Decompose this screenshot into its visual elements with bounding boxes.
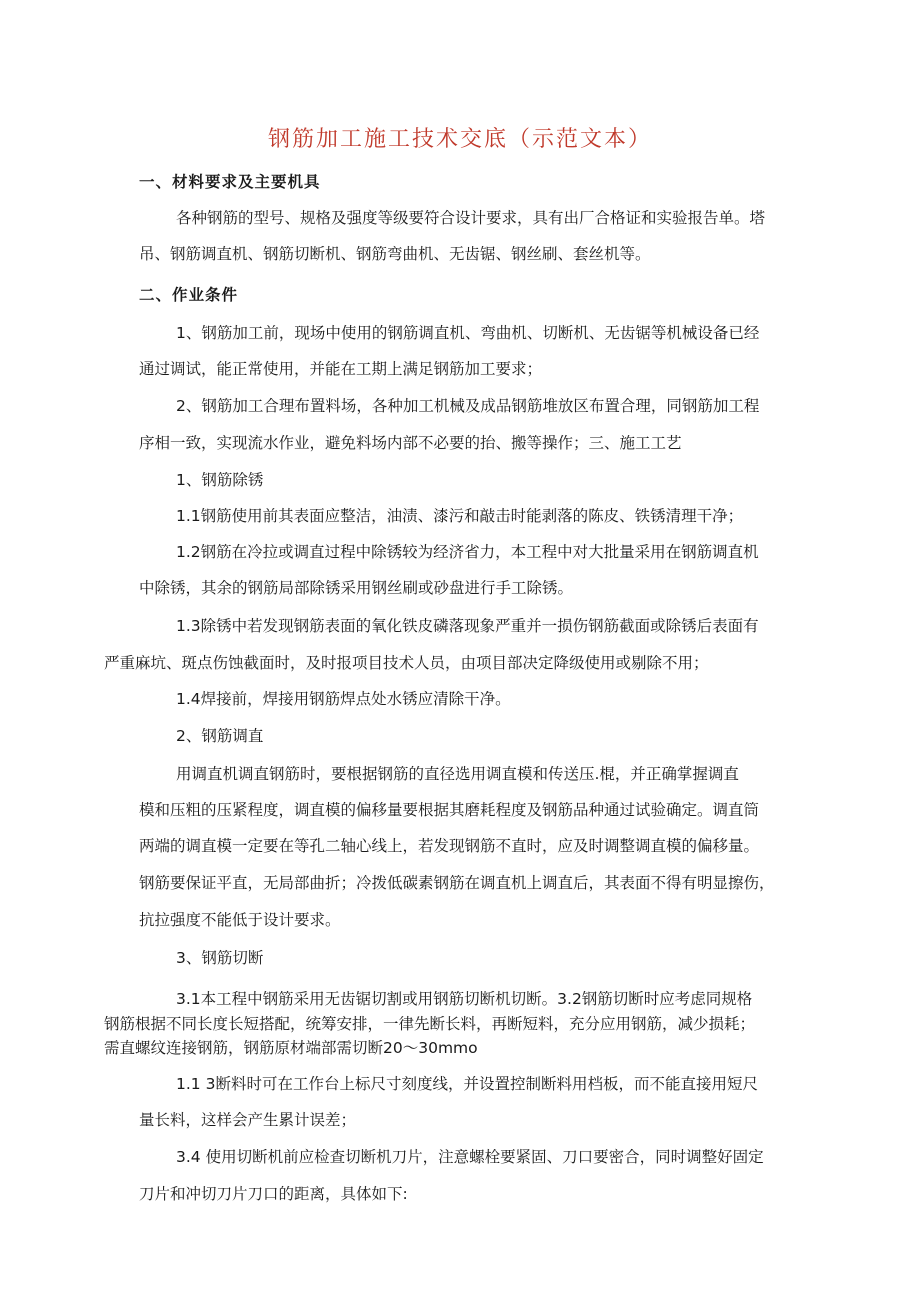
paragraph-line: 序相一致，实现流水作业，避免料场内部不必要的抬、搬等操作；三、施工工艺 <box>139 434 682 452</box>
paragraph-line: 1.3除锈中若发现钢筋表面的氧化铁皮磷落现象严重并一损伤钢筋截面或除锈后表面有 <box>176 617 759 635</box>
paragraph-line: 3.1本工程中钢筋采用无齿锯切割或用钢筋切断机切断。3.2钢筋切断时应考虑同规格 <box>176 990 753 1008</box>
section-heading: 一、材料要求及主要机具 <box>139 173 321 191</box>
paragraph-line: 1.2钢筋在冷拉或调直过程中除锈较为经济省力，本工程中对大批量采用在钢筋调直机 <box>176 543 759 561</box>
paragraph-line: 1.1 3断料时可在工作台上标尺寸刻度线，并设置控制断料用档板，而不能直接用短尺 <box>176 1075 758 1093</box>
paragraph-line: 各种钢筋的型号、规格及强度等级要符合设计要求，具有出厂合格证和实验报告单。塔 <box>176 209 766 227</box>
subsection-heading: 3、钢筋切断 <box>176 949 264 967</box>
paragraph-line: 刀片和冲切刀片刀口的距离，具体如下: <box>139 1185 408 1203</box>
section-heading: 二、作业条件 <box>139 286 239 304</box>
paragraph-line: 钢筋根据不同长度长短搭配，统筹安排，一律先断长料，再断短料，充分应用钢筋，减少损耗； <box>104 1015 756 1033</box>
paragraph-line: 严重麻坑、斑点伤蚀截面时，及时报项目技术人员，由项目部决定降级使用或剔除不用； <box>104 654 709 672</box>
paragraph-line: 用调直机调直钢筋时，要根据钢筋的直径选用调直模和传送压.棍，并正确掌握调直 <box>176 765 739 783</box>
subsection-heading: 2、钢筋调直 <box>176 727 264 745</box>
paragraph-line: 需直螺纹连接钢筋，钢筋原材端部需切断20〜30mmo <box>104 1039 478 1057</box>
paragraph-line: 1.1钢筋使用前其表面应整洁，油渍、漆污和敲击时能剥落的陈皮、铁锈清理干净； <box>176 507 744 525</box>
paragraph-line: 钢筋要保证平直，无局部曲折；冷拨低碳素钢筋在调直机上调直后，其表面不得有明显擦伤， <box>139 874 775 892</box>
paragraph-line: 3.4 使用切断机前应检查切断机刀片，注意螺栓要紧固、刀口要密合，同时调整好固定 <box>176 1148 764 1166</box>
paragraph-line: 抗拉强度不能低于设计要求。 <box>139 911 341 929</box>
subsection-heading: 1、钢筋除锈 <box>176 471 264 489</box>
document-title: 钢筋加工施工技术交底（示范文本） <box>267 127 652 152</box>
paragraph-line: 通过调试，能正常使用，并能在工期上满足钢筋加工要求； <box>139 360 543 378</box>
paragraph-line: 吊、钢筋调直机、钢筋切断机、钢筋弯曲机、无齿锯、钢丝刷、套丝机等。 <box>139 245 651 263</box>
paragraph-line: 量长料，这样会产生累计误差； <box>139 1111 357 1129</box>
paragraph-line: 1、钢筋加工前，现场中使用的钢筋调直机、弯曲机、切断机、无齿锯等机械设备已经 <box>176 324 760 342</box>
paragraph-line: 1.4焊接前，焊接用钢筋焊点处水锈应清除干净。 <box>176 690 511 708</box>
paragraph-line: 两端的调直模一定要在等孔二轴心线上，若发现钢筋不直时，应及时调整调直模的偏移量。 <box>139 837 760 855</box>
paragraph-line: 模和压粗的压紧程度，调直模的偏移量要根据其磨耗程度及钢筋品种通过试验确定。调直筒 <box>139 801 760 819</box>
paragraph-line: 中除锈，其余的钢筋局部除锈采用钢丝刷或砂盘进行手工除锈。 <box>139 579 574 597</box>
paragraph-line: 2、钢筋加工合理布置料场，各种加工机械及成品钢筋堆放区布置合理，同钢筋加工程 <box>176 397 760 415</box>
